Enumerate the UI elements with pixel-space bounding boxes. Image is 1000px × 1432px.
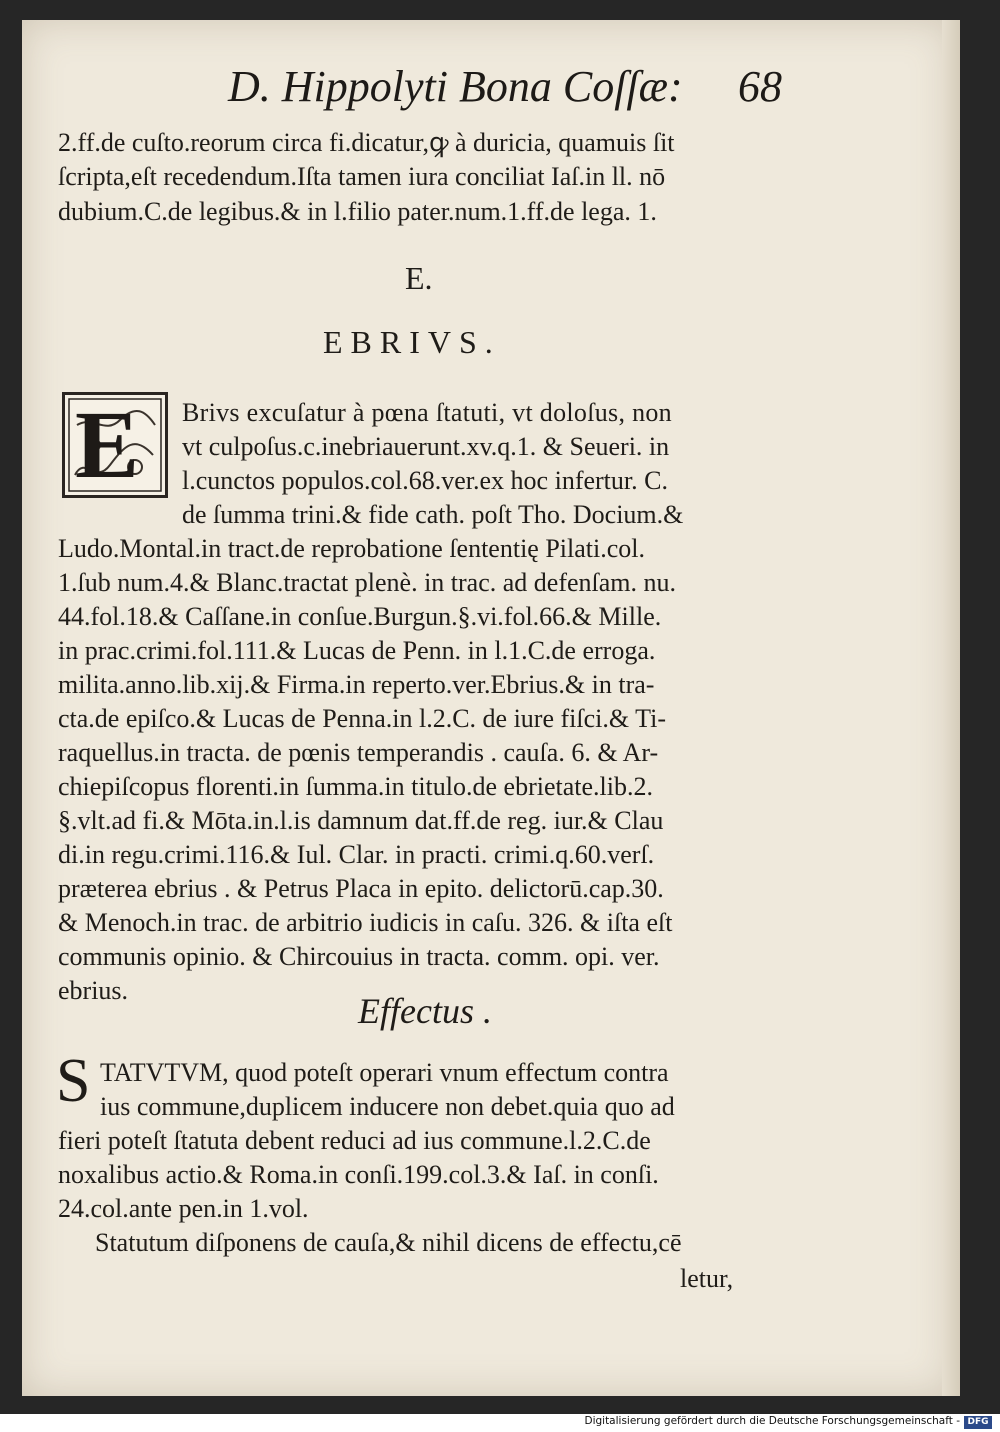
text-line: chiepiſcopus florenti.in ſumma.in titulo.de ebrietate.lib.2. [58,772,653,801]
text-line: Statutum diſponens de cauſa,& nihil dicens de effectu,cē [95,1228,682,1257]
initial-letter: S [56,1047,91,1115]
running-head [0,55,1000,125]
catchword: letur, [680,1264,734,1293]
page-number: 68 [738,62,782,111]
text-line: l.cunctos populos.col.68.ver.ex hoc infertur. C. [182,466,668,495]
text-line: de ſumma trini.& fide cath. poſt Tho. Docium.& [182,500,684,529]
text-line: communis opinio. & Chircouius in tracta. comm. opi. ver. [58,942,660,971]
text-line: ſcripta,eſt recedendum.Iſta tamen iura conciliat Iaſ.in ll. nō [58,162,666,191]
entry-heading: EBRIVS. [323,324,501,360]
text-line: milita.anno.lib.xij.& Firma.in reperto.ver.Ebrius.& in tra- [58,670,655,699]
running-title: D. Hippolyti Bona Coſſæ: [228,62,683,111]
decorated-initial [62,392,168,498]
funding-note: Digitalisierung gefördert durch die Deutsche Forschungsgemeinschaft - [584,1415,960,1427]
text-line: præterea ebrius . & Petrus Placa in epito. delictorū.cap.30. [58,874,664,903]
text-line: vt culpoſus.c.inebriauerunt.xv.q.1. & Seueri. in [182,432,670,461]
text-line: ius commune,duplicem inducere non debet.quia quo ad [100,1092,675,1121]
text-line: in prac.crimi.fol.111.& Lucas de Penn. in l.1.C.de erroga. [58,636,656,665]
text-line: Ludo.Montal.in tract.de reprobatione ſententię Pilati.col. [58,534,645,563]
dfg-logo: DFG [964,1416,992,1429]
text-line: cta.de epiſco.& Lucas de Penna.in l.2.C. de iure fiſci.& Ti- [58,704,666,733]
page-edge [942,20,960,1396]
text-line: dubium.C.de legibus.& in l.filio pater.num.1.ff.de lega. 1. [58,197,657,226]
text-line: 2.ff.de cuſto.reorum circa fi.dicatur,ꝙ à duricia, quamuis ſit [58,128,675,157]
text-line: 1.ſub num.4.& Blanc.tractat plenè. in trac. ad defenſam. nu. [58,568,677,597]
text-line: ebrius. [58,976,129,1005]
text-line: fieri poteſt ſtatuta debent reduci ad ius commune.l.2.C.de [58,1126,651,1155]
text-line: raquellus.in tracta. de pœnis temperandis . cauſa. 6. & Ar- [58,738,659,767]
text-line: & Menoch.in trac. de arbitrio iudicis in caſu. 326. & iſta eſt [58,908,673,937]
text-line: Brivs excuſatur à pœna ſtatuti, vt doloſus, non [182,398,672,427]
text-line: 44.fol.18.& Caſſane.in conſue.Burgun.§.vi.fol.66.& Mille. [58,602,662,631]
text-line: TATVTVM, quod poteſt operari vnum effectum contra [100,1058,669,1087]
drop-cap-letter: E [75,391,140,498]
section-letter: E. [405,260,433,296]
text-line: di.in regu.crimi.116.& Iul. Clar. in practi. crimi.q.60.verſ. [58,840,655,869]
footer-bar [0,1414,1000,1432]
text-line: noxalibus actio.& Roma.in conſi.199.col.3.& Iaſ. in conſi. [58,1160,659,1189]
sub-heading: Effectus . [358,991,492,1031]
text-line: §.vlt.ad fi.& Mōta.in.l.is damnum dat.ff.de reg. iur.& Clau [58,806,664,835]
text-line: 24.col.ante pen.in 1.vol. [58,1194,309,1223]
